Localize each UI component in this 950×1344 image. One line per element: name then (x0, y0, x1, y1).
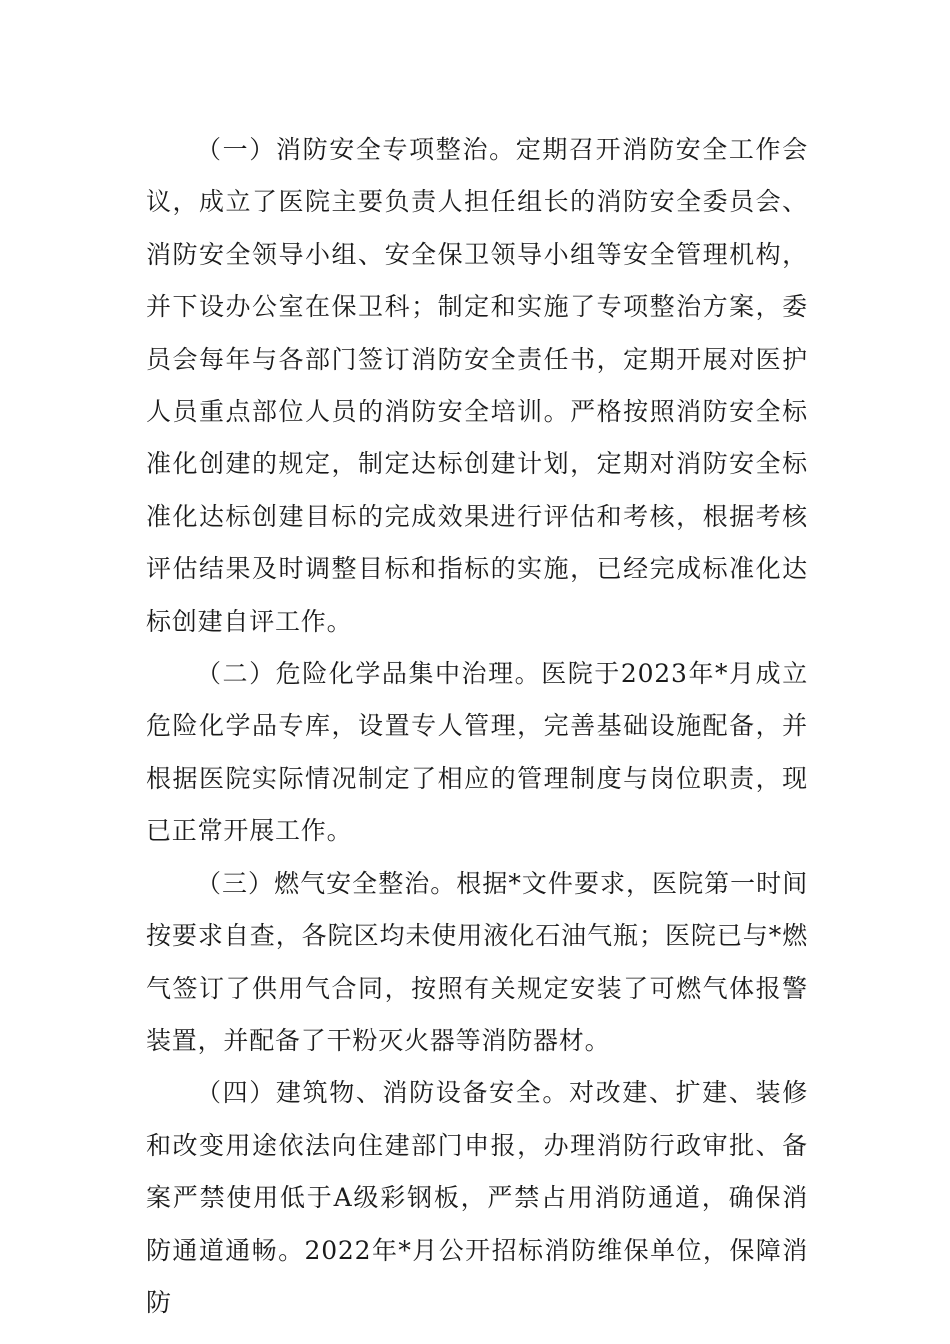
document-body (146, 124, 808, 1329)
paragraph-building-fire-equipment: （四）建筑物、消防设备安全。对改建、扩建、装修和改变用途依法向住建部门申报，办理消防行政审批、备案严禁使用低于A级彩钢板，严禁占用消防通道，确保消防通道通畅。2022年*月公开招标消防维保单位，保障消防 (146, 1078, 808, 1317)
paragraph-hazardous-chemicals: （二）危险化学品集中治理。医院于2023年*月成立危险化学品专库，设置专人管理，完善基础设施配备，并根据医院实际情况制定了相应的管理制度与岗位职责，现已正常开展工作。 (146, 659, 808, 846)
paragraph-gas-safety: （三）燃气安全整治。根据*文件要求，医院第一时间按要求自查，各院区均未使用液化石油气瓶；医院已与*燃气签订了供用气合同，按照有关规定安装了可燃气体报警装置，并配备了干粉灭火器等消防器材。 (146, 868, 808, 1055)
paragraph-fire-safety-rectification: （一）消防安全专项整治。定期召开消防安全工作会议，成立了医院主要负责人担任组长的消防安全委员会、消防安全领导小组、安全保卫领导小组等安全管理机构，并下设办公室在保卫科；制定和实施了专项整治方案，委员会每年与各部门签订消防安全责任书，定期开展对医护人员重点部位人员的消防安全培训。严格按照消防安全标准化创建的规定，制定达标创建计划，定期对消防安全标准化达标创建目标的完成效果进行评估和考核，根据考核评估结果及时调整目标和指标的实施，已经完成标准化达标创建自评工作。 (146, 135, 808, 636)
